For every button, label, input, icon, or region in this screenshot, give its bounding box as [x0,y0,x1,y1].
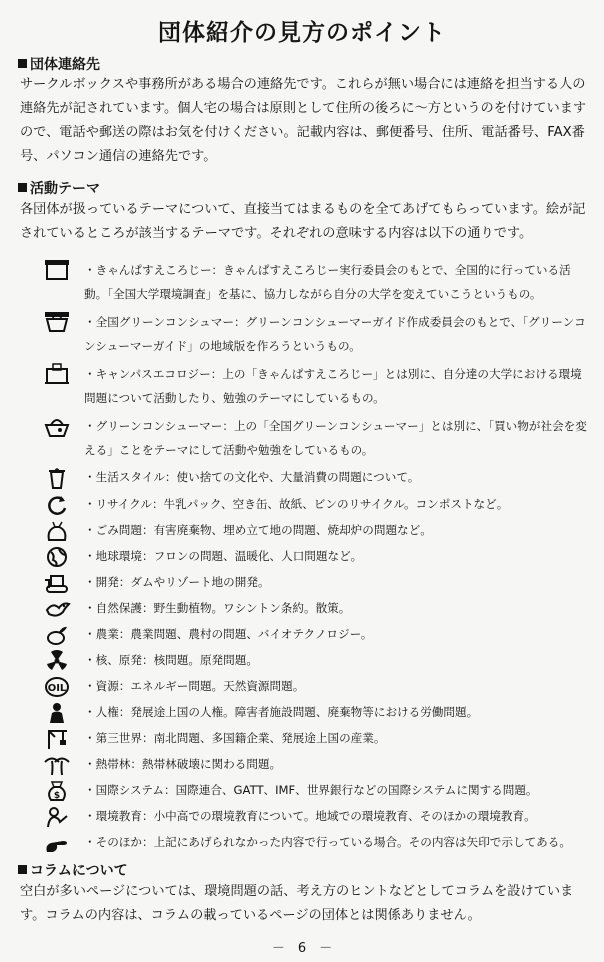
teacher-icon [42,806,72,828]
crane-icon [42,728,72,750]
bulldozer-icon [42,572,72,594]
square-bullet-icon [18,59,27,68]
square-bullet-icon [18,865,27,874]
topic-item: ・キャンパスエコロジー：上の「きゃんぱすえころじー」とは別に、自分達の大学における環境問題について活動したり、勉強のテーマにしているもの。 [40,362,592,414]
topic-item: ・自然保護：野生動植物。ワシントン条約。散策。 [40,597,592,623]
topic-item: ・リサイクル：牛乳パック、空き缶、故紙、ビンのリサイクル。コンポストなど。 [40,493,592,519]
topic-item: ・グリーンコンシューマー：上の「全国グリーンコンシューマー」とは別に、「買い物が社会を変える」ことをテーマにして活動や勉強をしているもの。 [40,414,592,466]
person-icon [42,702,72,724]
topic-item: $ ・国際システム：国際連合、GATT、IMF、世界銀行などの国際システムに関する問題。 [40,779,592,805]
section-heading-theme: 活動テーマ [18,178,100,198]
recycle-arrow-icon [42,494,72,516]
topic-item: ・環境教育：小中高での環境教育について。地域での環境教育、そのほかの環境教育。 [40,805,592,831]
topic-item: ・そのほか：上記にあげられなかった内容で行っている場合。その内容は矢印で示してある。 [40,831,592,857]
section-heading-contact: 団体連絡先 [18,54,100,74]
globe-icon [42,546,72,568]
oil-drum-icon [42,676,72,698]
section-body-theme: 各団体が扱っているテーマについて、直接当てはまるものを全てあげてもらっています。絵が記されているところが該当するテーマです。それぞれの意味する内容は以下の通りです。 [20,202,586,241]
topic-item: ・農業：農業問題、農村の問題、バイオテクノロジー。 [40,623,592,649]
section-body-column: 空白が多いページについては、環境問題の話、考え方のヒントなどとしてコラムを設けています。コラムの内容は、コラムの載っているページの団体とは関係ありません。 [20,884,574,923]
money-bag-icon [42,780,72,802]
topic-item: ・全国グリーンコンシュマー：グリーンコンシューマーガイド作成委員会のもとで、「グリーンコンシューマーガイド」の地域版を作ろうというもの。 [40,310,592,362]
palm-tree-icon [42,754,72,776]
page-title: 団体紹介の見方のポイント [158,20,446,46]
campus-box-icon [42,259,72,281]
topic-list [40,258,592,857]
topic-item: ・熱帯林：熱帯林破壊に関わる問題。 [40,753,592,779]
green-consumer-icon [42,311,72,333]
topic-item: ・第三世界：南北問題、多国籍企業、発展途上国の産業。 [40,727,592,753]
page-number: － 6 － [271,941,333,956]
topic-item: ・人権：発展途上国の人権。障害者施設問題、廃棄物等における労働問題。 [40,701,592,727]
campus-ecology-icon [42,363,72,385]
topic-item: ・きゃんぱすえころじー：きゃんぱすえころじー実行委員会のもとで、全国的に行っている活動。「全国大学環境調査」を基に、協力しながら自分の大学を変えていこうというもの。 [40,258,592,310]
svg-text:$: $ [53,791,61,801]
topic-item: ・核、原発：核問題。原発問題。 [40,649,592,675]
garbage-bag-icon [42,520,72,542]
trash-can-icon [42,467,72,489]
topic-item: ・開発：ダムやリゾート地の開発。 [40,571,592,597]
square-bullet-icon [18,183,27,192]
bird-icon [42,598,72,620]
svg-text:OIL: OIL [47,683,67,694]
section-heading-column: コラムについて [18,860,128,880]
topic-item: ・地球環境：フロンの問題、温暖化、人口問題など。 [40,545,592,571]
topic-item: ・生活スタイル：使い捨ての文化や、大量消費の問題について。 [40,466,592,493]
topic-item: ・ごみ問題：有害廃棄物、埋め立て地の問題、焼却炉の問題など。 [40,519,592,545]
vegetable-icon [42,624,72,646]
shopping-basket-icon [42,415,72,437]
pointing-hand-icon [42,832,72,854]
radiation-icon [42,650,72,672]
topic-item: OIL ・資源：エネルギー問題。天然資源問題。 [40,675,592,701]
section-body-contact: サークルボックスや事務所がある場合の連絡先です。これらが無い場合には連絡を担当する人の連絡先が記されています。個人宅の場合は原則として住所の後ろに～方というのを付けていますので、電話や郵送の際はお気を付けください。記載内容は、郵便番号、住所、電話番号、FAX番号、パソコン通信の連絡先です。 [20,77,587,164]
